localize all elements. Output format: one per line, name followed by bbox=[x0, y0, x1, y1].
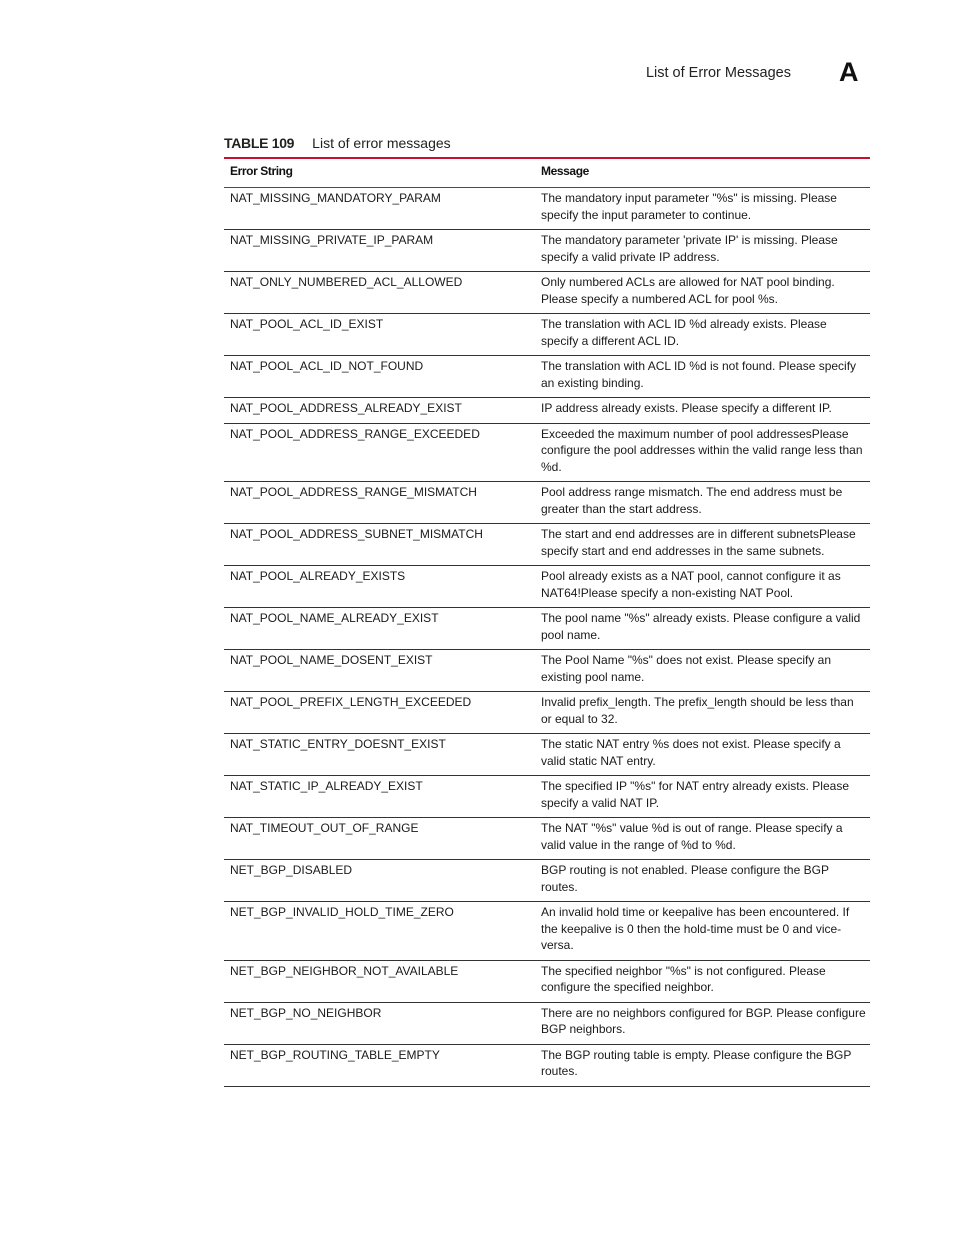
message-cell: The specified neighbor "%s" is not configured. Please configure the specified neighbor. bbox=[535, 960, 870, 1002]
message-cell: The specified IP "%s" for NAT entry already exists. Please specify a valid NAT IP. bbox=[535, 776, 870, 818]
message-cell: The mandatory input parameter "%s" is missing. Please specify the input parameter to continue. bbox=[535, 188, 870, 230]
table-caption bbox=[224, 135, 451, 151]
error-string-cell: NAT_POOL_PREFIX_LENGTH_EXCEEDED bbox=[224, 692, 535, 734]
message-cell: The static NAT entry %s does not exist. Please specify a valid static NAT entry. bbox=[535, 734, 870, 776]
table-row bbox=[224, 734, 870, 776]
message-cell: Exceeded the maximum number of pool addressesPlease configure the pool addresses within the valid range less than %d. bbox=[535, 423, 870, 482]
table-row bbox=[224, 524, 870, 566]
table-caption-text: List of error messages bbox=[312, 135, 451, 151]
error-string-cell: NAT_POOL_ADDRESS_RANGE_EXCEEDED bbox=[224, 423, 535, 482]
error-string-cell: NAT_STATIC_IP_ALREADY_EXIST bbox=[224, 776, 535, 818]
table-row bbox=[224, 356, 870, 398]
message-cell: BGP routing is not enabled. Please configure the BGP routes. bbox=[535, 860, 870, 902]
message-cell: IP address already exists. Please specify a different IP. bbox=[535, 398, 870, 424]
running-header bbox=[0, 58, 954, 90]
message-cell: The pool name "%s" already exists. Please configure a valid pool name. bbox=[535, 608, 870, 650]
header-title: List of Error Messages bbox=[645, 65, 791, 81]
message-cell: The translation with ACL ID %d already exists. Please specify a different ACL ID. bbox=[535, 314, 870, 356]
error-messages-table bbox=[224, 157, 870, 1087]
error-string-cell: NET_BGP_ROUTING_TABLE_EMPTY bbox=[224, 1044, 535, 1086]
table-row bbox=[224, 776, 870, 818]
table-row bbox=[224, 423, 870, 482]
message-cell: The BGP routing table is empty. Please configure the BGP routes. bbox=[535, 1044, 870, 1086]
error-string-cell: NAT_POOL_ACL_ID_EXIST bbox=[224, 314, 535, 356]
error-string-cell: NAT_POOL_ALREADY_EXISTS bbox=[224, 566, 535, 608]
message-cell: Pool already exists as a NAT pool, cannot configure it as NAT64!Please specify a non-existing NAT Pool. bbox=[535, 566, 870, 608]
message-cell: The NAT "%s" value %d is out of range. Please specify a valid value in the range of %d to %d. bbox=[535, 818, 870, 860]
message-cell: The start and end addresses are in different subnetsPlease specify start and end addresses in the same subnets. bbox=[535, 524, 870, 566]
error-string-cell: NAT_ONLY_NUMBERED_ACL_ALLOWED bbox=[224, 272, 535, 314]
table-row bbox=[224, 960, 870, 1002]
table-row bbox=[224, 188, 870, 230]
message-cell: Invalid prefix_length. The prefix_length should be less than or equal to 32. bbox=[535, 692, 870, 734]
error-string-cell: NET_BGP_NO_NEIGHBOR bbox=[224, 1002, 535, 1044]
table-row bbox=[224, 902, 870, 961]
error-string-cell: NAT_MISSING_PRIVATE_IP_PARAM bbox=[224, 230, 535, 272]
column-header-message: Message bbox=[535, 158, 870, 188]
table-row bbox=[224, 818, 870, 860]
table-row bbox=[224, 1002, 870, 1044]
error-messages-table-container bbox=[224, 157, 870, 1087]
message-cell: The Pool Name "%s" does not exist. Please specify an existing pool name. bbox=[535, 650, 870, 692]
table-row bbox=[224, 650, 870, 692]
error-string-cell: NAT_POOL_ADDRESS_RANGE_MISMATCH bbox=[224, 482, 535, 524]
error-string-cell: NAT_MISSING_MANDATORY_PARAM bbox=[224, 188, 535, 230]
error-string-cell: NAT_TIMEOUT_OUT_OF_RANGE bbox=[224, 818, 535, 860]
error-string-cell: NAT_POOL_ADDRESS_SUBNET_MISMATCH bbox=[224, 524, 535, 566]
message-cell: The translation with ACL ID %d is not found. Please specify an existing binding. bbox=[535, 356, 870, 398]
table-row bbox=[224, 1044, 870, 1086]
message-cell: Only numbered ACLs are allowed for NAT pool binding. Please specify a numbered ACL for pool %s. bbox=[535, 272, 870, 314]
table-header-row bbox=[224, 158, 870, 188]
table-row bbox=[224, 398, 870, 424]
error-string-cell: NET_BGP_NEIGHBOR_NOT_AVAILABLE bbox=[224, 960, 535, 1002]
message-cell: Pool address range mismatch. The end address must be greater than the start address. bbox=[535, 482, 870, 524]
column-header-error-string: Error String bbox=[224, 158, 535, 188]
error-string-cell: NET_BGP_INVALID_HOLD_TIME_ZERO bbox=[224, 902, 535, 961]
message-cell: There are no neighbors configured for BGP. Please configure BGP neighbors. bbox=[535, 1002, 870, 1044]
error-string-cell: NAT_STATIC_ENTRY_DOESNT_EXIST bbox=[224, 734, 535, 776]
error-string-cell: NAT_POOL_ADDRESS_ALREADY_EXIST bbox=[224, 398, 535, 424]
table-row bbox=[224, 482, 870, 524]
appendix-letter: A bbox=[839, 57, 859, 87]
error-string-cell: NET_BGP_DISABLED bbox=[224, 860, 535, 902]
table-row bbox=[224, 314, 870, 356]
table-caption-label: TABLE 109 bbox=[224, 135, 295, 151]
error-string-cell: NAT_POOL_ACL_ID_NOT_FOUND bbox=[224, 356, 535, 398]
table-row bbox=[224, 230, 870, 272]
table-row bbox=[224, 272, 870, 314]
table-row bbox=[224, 608, 870, 650]
message-cell: The mandatory parameter 'private IP' is missing. Please specify a valid private IP address. bbox=[535, 230, 870, 272]
error-string-cell: NAT_POOL_NAME_DOSENT_EXIST bbox=[224, 650, 535, 692]
table-row bbox=[224, 860, 870, 902]
error-string-cell: NAT_POOL_NAME_ALREADY_EXIST bbox=[224, 608, 535, 650]
table-row bbox=[224, 692, 870, 734]
message-cell: An invalid hold time or keepalive has been encountered. If the keepalive is 0 then the hold-time must be 0 and vice-versa. bbox=[535, 902, 870, 961]
table-row bbox=[224, 566, 870, 608]
table-body bbox=[224, 188, 870, 1087]
